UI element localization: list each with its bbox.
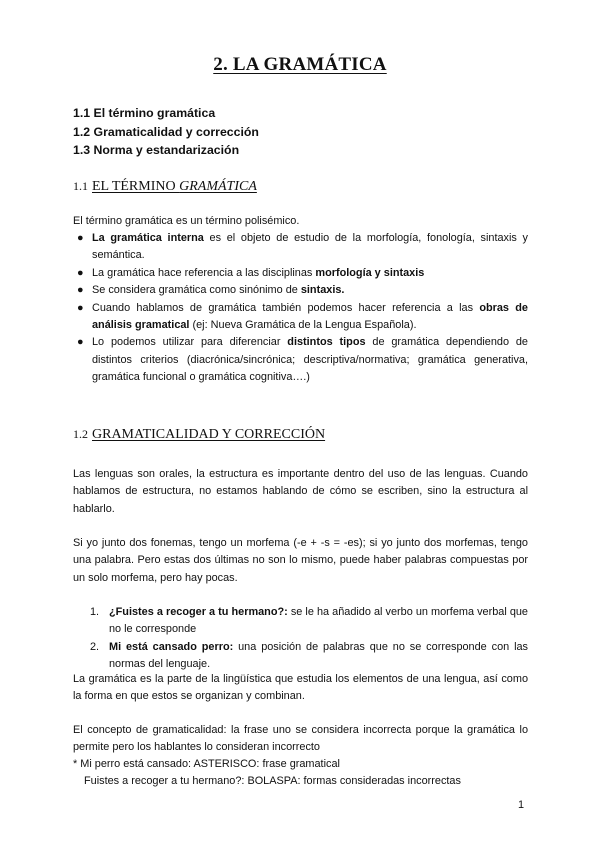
bold-text: distintos tipos	[287, 336, 366, 349]
item-text: (ej: Nueva Gramática de la Lengua Española).	[189, 319, 417, 332]
document-title: 2. LA GRAMÁTICA	[213, 54, 387, 75]
note-line: Fuistes a recoger a tu hermano?: BOLASPA: formas consideradas incorrectas	[84, 775, 461, 787]
item-text: Lo podemos utilizar para diferenciar	[92, 336, 288, 349]
item-text: Cuando hablamos de gramática también podemos hacer referencia a las	[92, 301, 480, 314]
bold-text: La gramática interna	[92, 232, 204, 244]
list-item	[73, 282, 528, 299]
toc-item: 1.1 El término gramática	[73, 106, 216, 120]
list-item	[73, 265, 528, 282]
note-line: * Mi perro está cansado: ASTERISCO: frase gramatical	[73, 758, 340, 770]
list-item	[73, 639, 528, 674]
item-text: una posición de palabras que no se corresponde con las normas del lenguaje.	[109, 640, 528, 671]
section-number: 1.2	[73, 427, 88, 441]
section-title-italic: GRAMÁTICA	[179, 179, 257, 194]
paragraph: El término gramática es un término polisémico.	[73, 215, 300, 227]
list-number: 2.	[90, 640, 100, 653]
list-number: 1.	[90, 606, 100, 618]
list-item	[73, 230, 528, 265]
toc-item: 1.3 Norma y estandarización	[73, 143, 240, 157]
bullet-icon: ●	[77, 232, 84, 244]
section-title: GRAMATICALIDAD Y CORRECCIÓN	[92, 427, 326, 442]
bullet-list	[73, 230, 528, 387]
list-item	[73, 334, 528, 386]
item-text: de gramática dependiendo de distintos criterios (diacrónica/sincrónica; descriptiva/normativa; gramática generativa, gramática funcional o gramática cognitiva….)	[92, 336, 528, 384]
page-number: 1	[518, 799, 525, 811]
section-heading-1-2	[73, 427, 325, 443]
paragraph: Si yo junto dos fonemas, tengo un morfema (-e + -s = -es); si yo junto dos morfemas, tengo una palabra. Pero estas dos últimas no son lo mismo, puede haber palabras compuestas por un solo morfema, pero hay pocas.	[73, 537, 528, 584]
toc-item: 1.2 Gramaticalidad y corrección	[73, 124, 259, 139]
paragraph: El concepto de gramaticalidad: la frase uno se considera incorrecta porque la gramática lo permite pero los hablantes lo consideran incorrecto	[73, 724, 528, 754]
bold-text: ¿Fuistes a recoger a tu hermano?:	[109, 606, 288, 618]
paragraph: Las lenguas son orales, la estructura es importante dentro del uso de las lenguas. Cuando hablamos de estructura, no estamos hablando de cómo se escriben, sino la estructura al hablarlo.	[73, 468, 528, 515]
section-title	[92, 179, 257, 194]
bold-text: obras de análisis gramatical	[92, 301, 528, 332]
section-title-prefix: EL TÉRMINO	[92, 179, 180, 194]
item-text: Se considera gramática como sinónimo de	[92, 284, 301, 297]
item-text: se le ha añadido al verbo un morfema verbal que no le corresponde	[109, 606, 528, 636]
bold-text: morfología y sintaxis	[315, 266, 425, 279]
item-text: La gramática hace referencia a las disciplinas	[92, 266, 316, 279]
section-number: 1.1	[73, 179, 88, 193]
bullet-icon: ●	[77, 336, 84, 349]
paragraph: La gramática es la parte de la lingüística que estudia los elementos de una lengua, así como la forma en que estos se organizan y combinan.	[73, 673, 528, 703]
table-of-contents	[73, 104, 259, 160]
bullet-icon: ●	[77, 266, 84, 279]
list-item	[73, 604, 528, 639]
item-text: es el objeto de estudio de la morfología, fonología, sintaxis y semántica.	[92, 232, 528, 262]
list-item	[73, 300, 528, 335]
bold-text: sintaxis.	[300, 284, 345, 297]
section-heading-1-1	[73, 179, 257, 195]
bold-text: Mi está cansado perro:	[109, 640, 234, 653]
numbered-list	[73, 604, 528, 674]
bullet-icon: ●	[77, 301, 84, 314]
bullet-icon: ●	[77, 284, 84, 297]
